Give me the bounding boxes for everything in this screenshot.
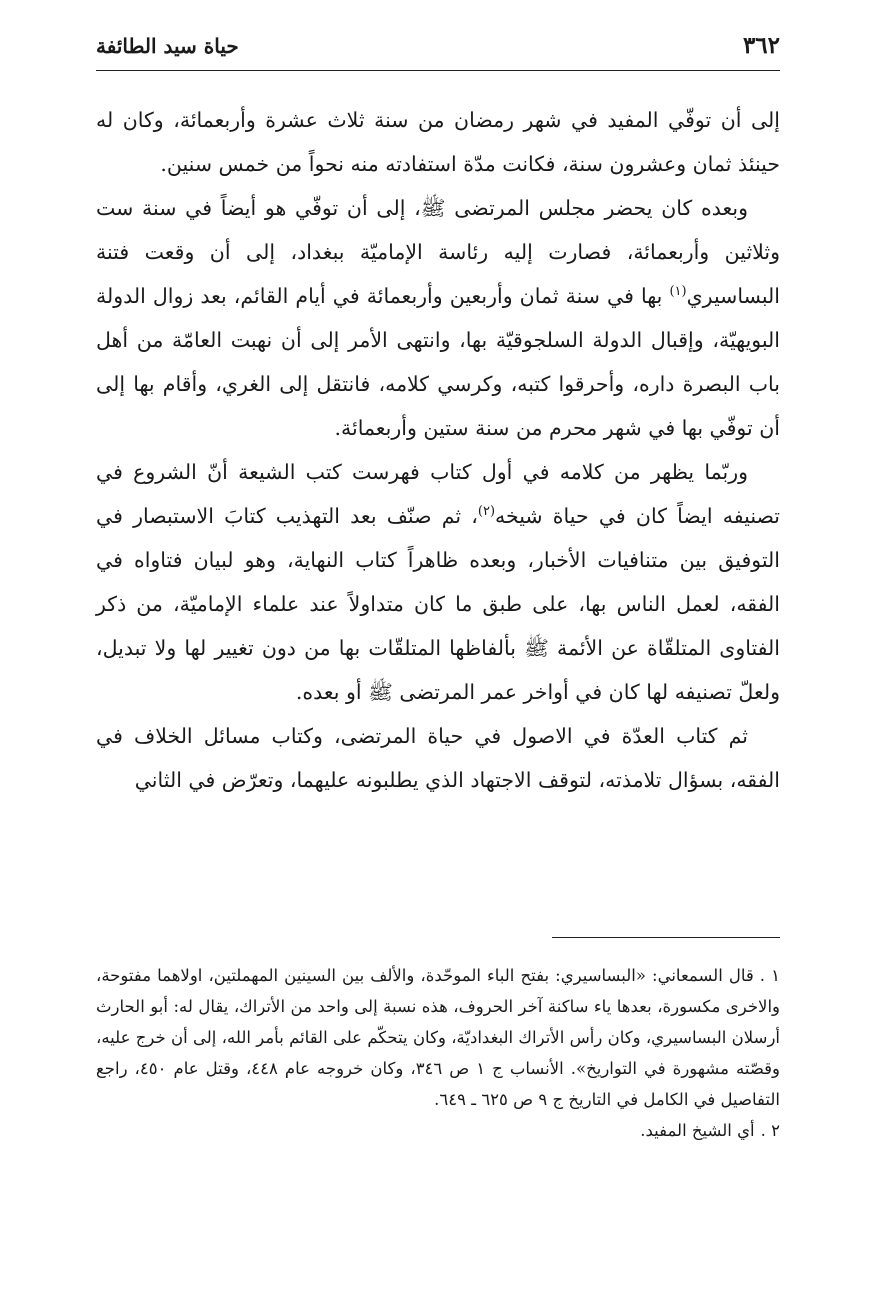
main-text xyxy=(96,98,780,802)
paragraph-4: ثم كتاب العدّة في الاصول في حياة المرتضى، وكتاب مسائل الخلاف في الفقه، بسؤال تلامذته، لتوقف الاجتهاد الذي يطلبونه عليهما، وتعرّض في الثاني xyxy=(96,724,780,792)
paragraph-2-text-b: بها في سنة ثمان وأربعين وأربعمائة في أيام القائم، بعد زوال الدولة البويهيّة، وإقبال الدولة السلجوقيّة بها، وانتهى الأمر إلى أن نهبت العامّة من أهل باب البصرة داره، وأحرقوا كتبه، وكرسي كلامه، فانتقل إلى الغري، وأقام بها إلى أن توفّي بها في شهر محرم من سنة ستين وأربعمائة. xyxy=(96,284,780,440)
page-header xyxy=(96,28,780,71)
footnotes xyxy=(96,960,780,1146)
footnote-reference-2: (٢) xyxy=(477,504,496,520)
paragraph-3 xyxy=(96,450,780,714)
footnote-reference-1: (١) xyxy=(669,284,687,300)
footnote-2-marker: ٢ . xyxy=(760,1121,780,1140)
footnote-2-text: أي الشيخ المفيد. xyxy=(640,1121,755,1140)
paragraph-2 xyxy=(96,186,780,450)
paragraph-3-text-a: وربّما يظهر من كلامه في أول كتاب فهرست كتب الشيعة أنّ الشروع في تصنيفه ايضاً كان في حياة شيخه xyxy=(96,460,780,528)
footnote-1-text: قال السمعاني: «البساسيري: بفتح الباء الموحّدة، والألف بين السينين المهملتين، اولاهما مفتوحة، والاخرى مكسورة، بعدها ياء ساكنة آخر الحروف، هذه نسبة إلى واحد من الأتراك، يقال له: أبو الحارث أرسلان البساسيري، وكان رأس الأتراك البغداديّة، وكان يتحكّم على القائم بأمر الله، إلى أن خرج عليه، وقصّته مشهورة في التواريخ». الأنساب ج ١ ص ٣٤٦، وكان خروجه عام ٤٤٨، وقتل عام ٤٥٠، راجع التفاصيل في الكامل في التاريخ ج ٩ ص ٦٢٥ ـ ٦٤٩. xyxy=(96,966,780,1109)
running-title: حياة سيد الطائفة xyxy=(96,34,239,58)
page-number: ٣٦٢ xyxy=(742,32,780,59)
paragraph-2-text-a: وبعده كان يحضر مجلس المرتضى ﷺ، إلى أن توفّي هو أيضاً في سنة ست وثلاثين وأربعمائة، فصارت إليه رئاسة الإماميّة ببغداد، إلى أن وقعت فتنة البساسيري xyxy=(96,196,780,308)
footnote-1 xyxy=(96,960,780,1115)
paragraph-1: إلى أن توفّي المفيد في شهر رمضان من سنة ثلاث عشرة وأربعمائة، وكان له حينئذ ثمان وعشرون سنة، فكانت مدّة استفادته منه نحواً من خمس سنين. xyxy=(96,108,780,176)
paragraph-3-text-b: ، ثم صنّف بعد التهذيب كتابَ الاستبصار في التوفيق بين متنافيات الأخبار، وبعده ظاهراً كتاب النهاية، وهو لبيان فتاواه في الفقه، لعمل الناس بها، على طبق ما كان متداولاً عند علماء الإماميّة، من ذكر الفتاوى المتلقّاة عن الأئمة ﷺ بألفاظها المتلقّات بها من دون تغيير لها ولا تبديل، ولعلّ تصنيفه لها كان في أواخر عمر المرتضى ﷺ أو بعده. xyxy=(96,504,780,704)
footnote-separator xyxy=(552,937,780,938)
footnote-2 xyxy=(96,1115,780,1146)
footnote-1-marker: ١ . xyxy=(759,966,781,985)
